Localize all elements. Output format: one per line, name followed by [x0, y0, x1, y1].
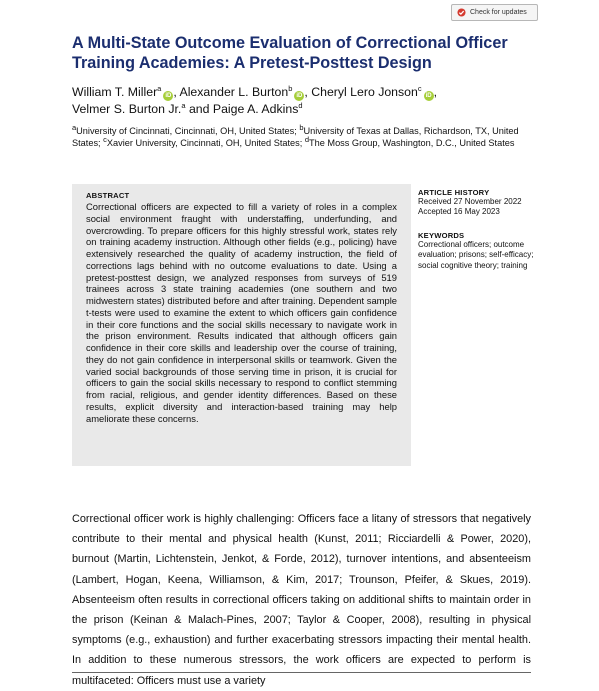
body-paragraph: Correctional officer work is highly challenging: Officers face a litany of stressors that negatively contribute to their mental and physical health (Kunst, 2011; Ricciardelli & Power, 2020), burnout (Martin, Lichtenstein, Jenkot, & Forde, 2012), turnover intentions, and absenteeism (Lambert, Hogan, Keena, Williamson, & Kim, 2017; Trounson, Pfeifer, & Skues, 2019). Absenteeism often results in correctional officers taking on additional shifts to maintain order in the prison (Keinan & Malach-Pines, 2007; Taylor & Cooper, 2008), resulting in physical symptoms (e.g., exhaustion) and further exacerbating stressors impacting their mental health. In addition to these numerous stressors, the work officers are expected to perform is multifaceted: Officers must use a variety	[72, 513, 531, 687]
author-affiliation-marker: a	[181, 100, 186, 110]
abstract-heading: ABSTRACT	[86, 191, 130, 200]
affiliation-marker: b	[299, 122, 304, 132]
abstract-text: Correctional officers are expected to fill a variety of roles in a complex social environment fraught with understaffing, underfunding, and overcrowding. To prepare officers for this highly stressful work, states rely on training academy instruction. Although other fields (e.g., policing) have extensively researched the quality of academy instruction, the field of corrections lags behind with no outcome evaluations to date. Using a pretest-posttest design, we analyzed responses from surveys of 519 trainees across 3 state training academies (one southern and two midwestern states) distributed before and after training. Dependent sample t-tests were used to examine the extent to which officers gain confidence in their core functions and the social skills necessary to navigate work in the prison environment. Results indicated that although officers gain confidence in their core skills and leadership over the course of training, they do not gain confidence in interpersonal skills or teamwork. Given the varied social backgrounds of those serving time in prison, it is crucial for officers to gain the social skills necessary to respond to conflict stemming from racial, religious, and gender identity differences. Based on these results, explicit diversity and interaction-based training may help ameliorate these concerns.	[86, 201, 397, 424]
abstract-box	[72, 184, 411, 466]
author-affiliation-marker: c	[417, 83, 422, 93]
author-name[interactable]: Alexander L. Burton	[179, 85, 289, 99]
affiliation-text: Xavier University, Cincinnati, OH, United States;	[106, 138, 305, 149]
orcid-icon[interactable]: iD	[296, 93, 303, 99]
accepted-date: Accepted 16 May 2023	[418, 207, 500, 217]
affiliations	[72, 122, 542, 149]
author-name[interactable]: Paige A. Adkins	[212, 102, 299, 116]
affiliation-text: The Moss Group, Washington, D.C., United States	[309, 138, 515, 149]
page-divider	[72, 672, 531, 673]
author-name[interactable]: Velmer S. Burton Jr.	[72, 102, 182, 116]
author-affiliation-marker: d	[298, 100, 303, 110]
received-date: Received 27 November 2022	[418, 197, 522, 206]
author-affiliation-marker: b	[288, 83, 293, 93]
check-updates-icon	[457, 8, 466, 17]
article-info-sidebar	[418, 188, 538, 271]
check-updates-label: Check for updates	[470, 9, 527, 16]
affiliation-text: University of Cincinnati, Cincinnati, OH, United States;	[76, 126, 300, 136]
affiliation-marker: c	[103, 135, 107, 145]
author-list: William T. Miller$^a$iD , Alexander L. Burton$^b$iD , Cheryl Lero Jonson$^c$iD , Velmer S. Burton Jr.$^a$ and Paige A. Adkins$^d$	[72, 83, 438, 116]
author-name[interactable]: Cheryl Lero Jonson	[311, 85, 418, 99]
article-history-heading: ARTICLE HISTORY	[418, 188, 490, 197]
orcid-icon[interactable]: iD	[425, 93, 432, 99]
affiliation-marker: a	[72, 122, 77, 132]
affiliation-text: University of Texas at Dallas, Richardson, TX, United States;	[72, 126, 519, 149]
keywords-list: Correctional officers; outcome evaluation; prisons; self-efficacy; social cognitive theory; training	[418, 239, 534, 270]
author-name[interactable]: William T. Miller	[72, 85, 158, 99]
check-for-updates-button[interactable]	[451, 4, 538, 21]
orcid-icon[interactable]: iD	[165, 93, 172, 99]
paper-title: A Multi-State Outcome Evaluation of Correctional Officer Training Academies: A Pretest-Posttest Design	[72, 34, 508, 72]
author-affiliation-marker: a	[157, 83, 162, 93]
keywords-heading: KEYWORDS	[418, 230, 465, 240]
affiliation-marker: d	[304, 135, 310, 145]
